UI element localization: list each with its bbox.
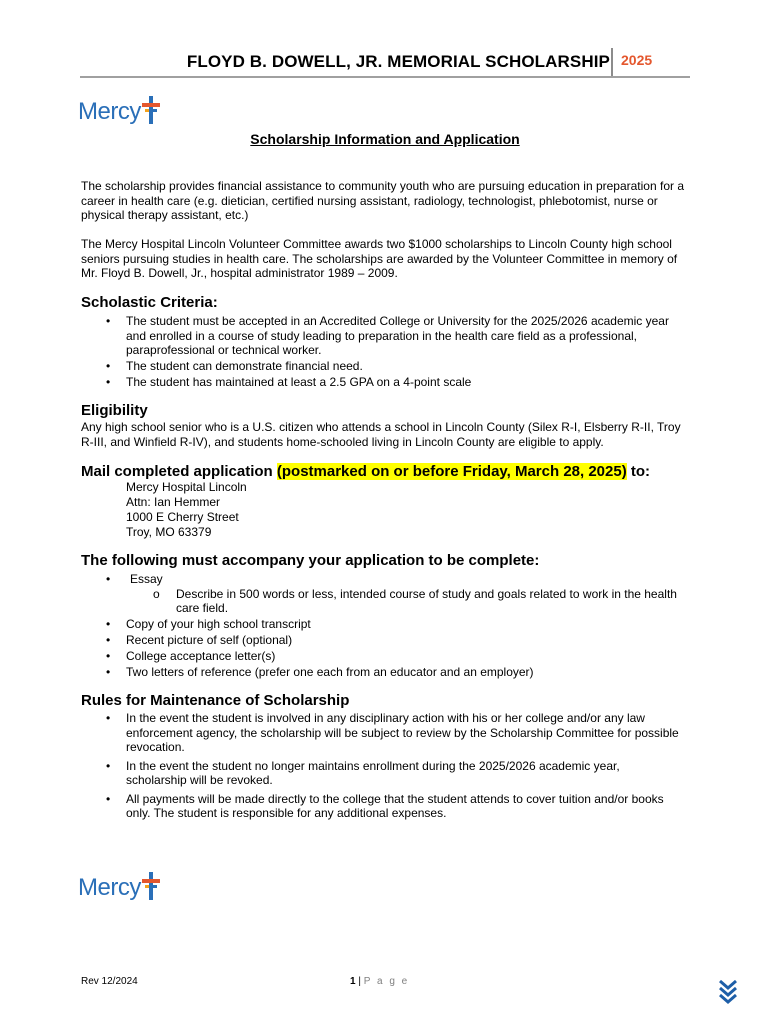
address-line: Mercy Hospital Lincoln (126, 480, 247, 494)
address-line: 1000 E Cherry Street (126, 510, 239, 524)
list-item: • The student can demonstrate financial need. (106, 359, 363, 373)
header (80, 48, 690, 78)
document-title: Scholarship Information and Application (250, 131, 520, 147)
list-item: o Describe in 500 words or less, intended course of study and goals related to work in the health care field. (153, 586, 677, 615)
mailing-address (126, 480, 247, 540)
eligibility-text: Any high school senior who is a U.S. citizen who attends a school in Lincoln County (Silex R-I, Elsberry R-II, Troy R-III, and Winfield R-IV), and students home-schooled living in Lincoln County are eligible to apply. (81, 420, 681, 449)
header-year: 2025 (621, 52, 653, 68)
mail-heading: Mail completed application (postmarked on or before Friday, March 28, 2025) to: (81, 463, 651, 480)
list-item: • Essay o Describe in 500 words or less, intended course of study and goals related to work in the health care field. (81, 572, 681, 616)
list-item: • The student must be accepted in an Accredited College or University for the 2025/2026 academic year and enrolled in a course of study leading to preparation in the health care field as a professional, paraprofessional or technical worker. (106, 314, 669, 357)
list-item: • All payments will be made directly to the college that the student attends to cover tuition and/or books only. The student is responsible for any additional expenses. (106, 791, 664, 820)
mercy-logo-top (78, 98, 160, 126)
header-title: FLOYD B. DOWELL, JR. MEMORIAL SCHOLARSHIP (186, 52, 610, 71)
eligibility-heading: Eligibility (81, 402, 148, 419)
address-line: Troy, MO 63379 (126, 525, 212, 539)
list-item: • In the event the student no longer maintains enrollment during the 2025/2026 academic year, scholarship will be revoked. (106, 758, 620, 787)
criteria-heading: Scholastic Criteria: (81, 294, 218, 311)
rules-list (81, 711, 681, 822)
list-item: • Two letters of reference (prefer one each from an educator and an employer) (106, 665, 534, 679)
list-item: • In the event the student is involved in any disciplinary action with his or her college and/or any law enforcement agency, the scholarship will be subject to review by the Scholarship Committee for possible revocation. (106, 711, 679, 754)
list-item: • Recent picture of self (optional) (106, 633, 293, 647)
address-line: Attn: Ian Hemmer (126, 495, 221, 509)
mercy-cross-icon (142, 872, 160, 900)
essay-sublist (126, 587, 681, 616)
intro-paragraph-1: The scholarship provides financial assistance to community youth who are pursuing education in preparation for a career in health care (e.g. dietician, certified nursing assistant, radiology, technologist, phlebotomist, nurse or physical therapy assistant, etc.) (81, 179, 684, 222)
page-number: 1 | P a g e (350, 976, 410, 987)
logo-text: Mercy (78, 874, 141, 901)
accompany-list (81, 572, 681, 681)
intro-paragraph-2: The Mercy Hospital Lincoln Volunteer Committee awards two $1000 scholarships to Lincoln County high school seniors pursuing studies in health care. The scholarships are awarded by the Volunteer Committee in memory of Mr. Floyd B. Dowell, Jr., hospital administrator 1989 – 2009. (81, 237, 678, 280)
mercy-logo-bottom (78, 874, 160, 902)
list-item: • The student has maintained at least a 2.5 GPA on a 4-point scale (106, 375, 472, 389)
revision-label: Rev 12/2024 (81, 976, 138, 987)
header-rule (80, 76, 690, 78)
scroll-down-chevrons-icon[interactable] (717, 978, 739, 1004)
criteria-list (81, 314, 681, 391)
mercy-cross-icon (142, 96, 160, 124)
deadline-highlight: (postmarked on or before Friday, March 28, 2025) (276, 463, 627, 480)
logo-text: Mercy (78, 98, 141, 125)
header-divider (611, 48, 613, 78)
list-item: • Copy of your high school transcript (106, 617, 311, 631)
list-item: • College acceptance letter(s) (106, 649, 276, 663)
rules-heading: Rules for Maintenance of Scholarship (81, 692, 350, 709)
accompany-heading: The following must accompany your application to be complete: (81, 552, 540, 569)
